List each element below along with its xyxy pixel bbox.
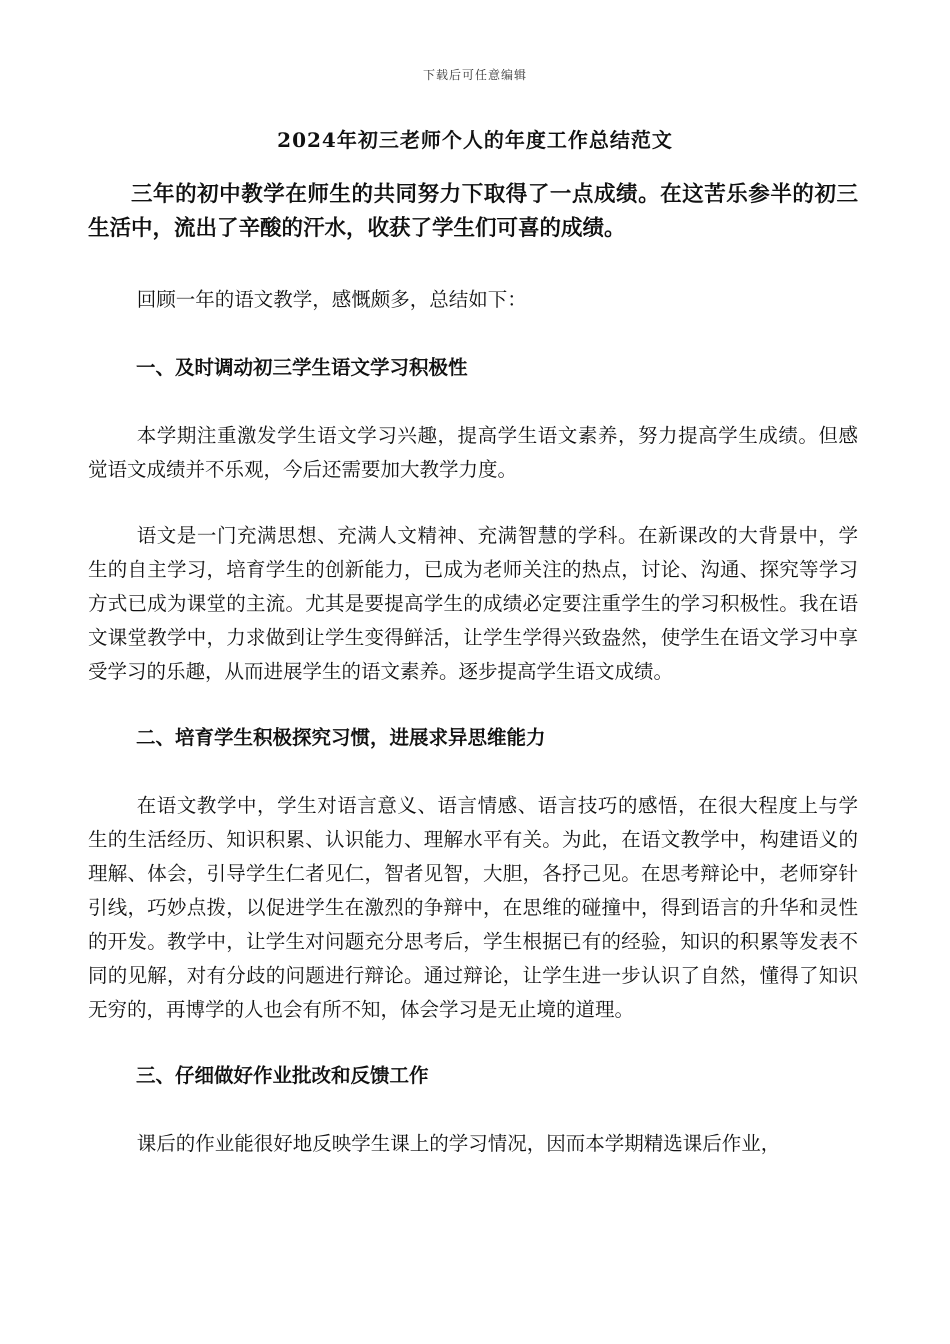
page-title: 2024年初三老师个人的年度工作总结范文 xyxy=(277,128,673,152)
section-heading: 一、及时调动初三学生语文学习积极性 xyxy=(136,356,468,379)
section-2 xyxy=(88,721,858,1027)
section-paragraph: 在语文教学中，学生对语言意义、语言情感、语言技巧的感悟，在很大程度上与学生的生活经历、知识积累、认识能力、理解水平有关。为此，在语文教学中，构建语义的理解、体会，引导学生仁者见仁，智者见智，大胆，各抒己见。在思考辩论中，老师穿针引线，巧妙点拨，以促进学生在激烈的争辩中，在思维的碰撞中，得到语言的升华和灵性的开发。教学中，让学生对问题充分思考后，学生根据已有的经验，知识的积累等发表不同的见解，对有分歧的问题进行辩论。通过辩论，让学生进一步认识了自然，懂得了知识无穷的，再博学的人也会有所不知，体会学习是无止境的道理。 xyxy=(88,794,858,1021)
section-paragraph: 本学期注重激发学生语文学习兴趣，提高学生语文素养，努力提高学生成绩。但感觉语文成绩并不乐观，今后还需要加大教学力度。 xyxy=(88,424,858,481)
document-body xyxy=(88,178,858,1193)
section-3 xyxy=(88,1059,858,1161)
section-paragraph: 课后的作业能很好地反映学生课上的学习情况，因而本学期精选课后作业， xyxy=(136,1132,781,1155)
section-heading: 二、培育学生积极探究习惯，进展求异思维能力 xyxy=(136,726,546,749)
header-note: 下载后可任意编辑 xyxy=(422,68,527,82)
intro-paragraph: 回顾一年的语文教学，感慨颇多，总结如下： xyxy=(136,288,527,311)
section-1 xyxy=(88,351,858,689)
section-heading: 三、仔细做好作业批改和反馈工作 xyxy=(136,1064,429,1087)
lead-paragraph: 三年的初中教学在师生的共同努力下取得了一点成绩。在这苦乐参半的初三生活中，流出了辛酸的汗水，收获了学生们可喜的成绩。 xyxy=(88,182,858,241)
section-paragraph: 语文是一门充满思想、充满人文精神、充满智慧的学科。在新课改的大背景中，学生的自主学习，培育学生的创新能力，已成为老师关注的热点，讨论、沟通、探究等学习方式已成为课堂的主流。尤其是要提高学生的成绩必定要注重学生的学习积极性。我在语文课堂教学中，力求做到让学生变得鲜活，让学生学得兴致盎然，使学生在语文学习中享受学习的乐趣，从而进展学生的语文素养。逐步提高学生语文成绩。 xyxy=(88,524,858,683)
